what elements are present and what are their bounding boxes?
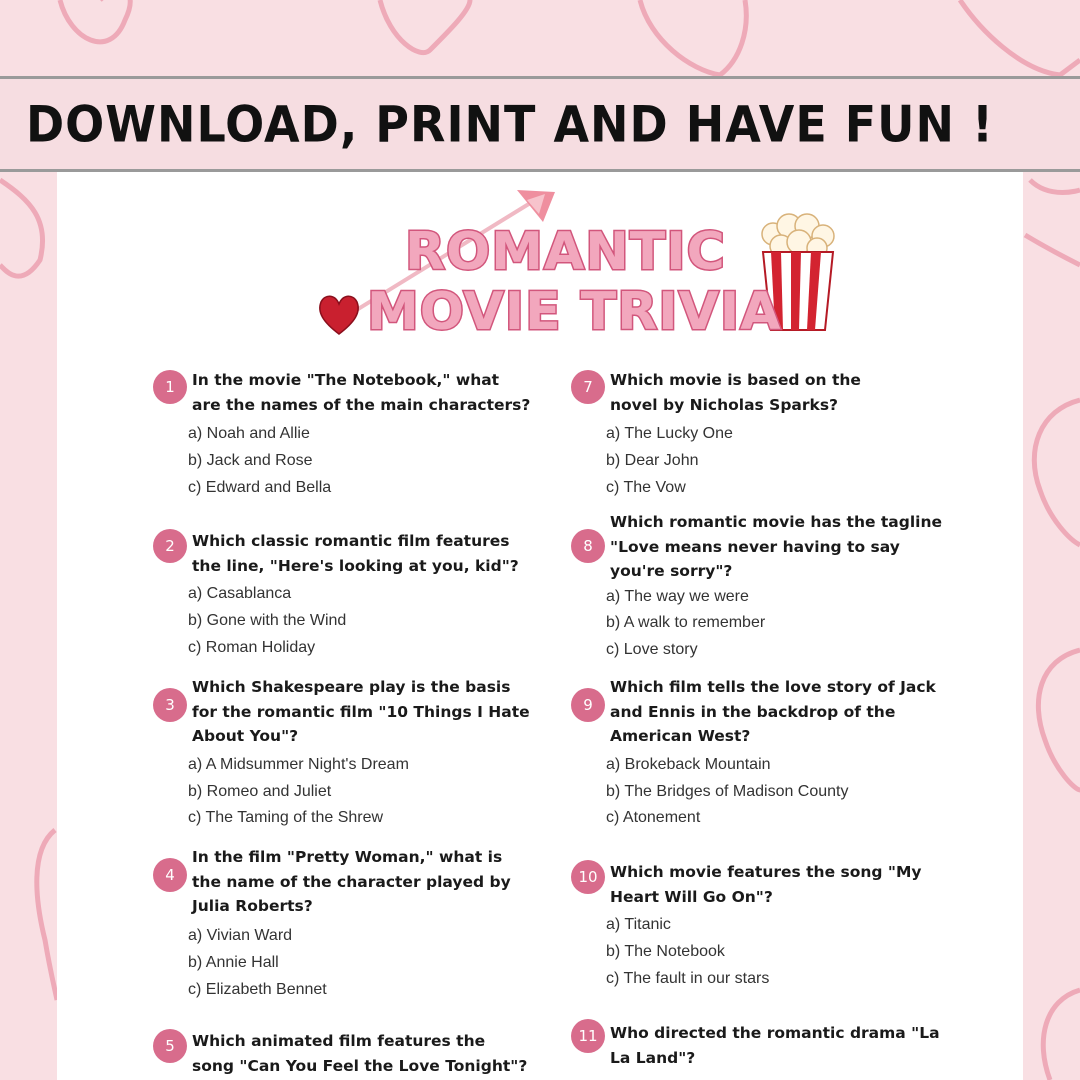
download-banner [0,76,1080,172]
question-number-badge: 3 [153,688,187,722]
option-a: a) Casablanca [188,585,292,602]
question-text: Who directed the romantic drama "La La Land"? [610,1024,940,1067]
option-c: c) Atonement [606,809,701,826]
option-b: b) Annie Hall [188,954,279,971]
question-number-badge: 8 [571,529,605,563]
option-c: c) Elizabeth Bennet [188,981,327,998]
question-number-badge: 1 [153,370,187,404]
option-b: b) The Bridges of Madison County [606,783,849,800]
question-text: In the film "Pretty Woman," what is the name of the character played by Julia Roberts? [192,848,511,915]
question-number-badge: 11 [571,1019,605,1053]
question-text: Which Shakespeare play is the basis for the romantic film "10 Things I Hate About You"? [192,678,530,745]
question-number-badge: 10 [571,860,605,894]
option-b: b) Gone with the Wind [188,612,347,629]
option-b: b) A walk to remember [606,614,766,631]
question-text: Which animated film features the song "Can You Feel the Love Tonight"? [192,1032,528,1075]
option-a: a) A Midsummer Night's Dream [188,756,409,773]
title-line-1: ROMANTIC [405,222,726,282]
title-line-2: MOVIE TRIVIA [367,282,782,342]
question-text: Which classic romantic film features the line, "Here's looking at you, kid"? [192,532,519,575]
question-text: In the movie "The Notebook," what are the names of the main characters? [192,371,531,414]
question-number-badge: 7 [571,370,605,404]
question-text: Which movie features the song "My Heart Will Go On"? [610,863,922,906]
option-b: b) Dear John [606,452,699,469]
option-c: c) The Vow [606,479,686,496]
option-c: c) Roman Holiday [188,639,316,656]
question-number-badge: 5 [153,1029,187,1063]
option-a: a) The way we were [606,588,749,605]
option-c: c) The Taming of the Shrew [188,809,384,826]
option-a: a) Noah and Allie [188,425,310,442]
question-text: Which film tells the love story of Jack and Ennis in the backdrop of the American West? [610,678,936,745]
option-b: b) Romeo and Juliet [188,783,332,800]
option-b: b) Jack and Rose [188,452,313,469]
title-block [307,182,827,347]
trivia-sheet [57,172,1023,1080]
option-c: c) The fault in our stars [606,970,770,987]
option-a: a) The Lucky One [606,425,733,442]
question-text: Which romantic movie has the tagline "Love means never having to say you're sorry"? [610,513,943,580]
option-c: c) Edward and Bella [188,479,332,496]
option-b: b) The Notebook [606,943,725,960]
banner-text: DOWNLOAD, PRINT AND HAVE FUN ! [25,94,995,154]
question-number-badge: 2 [153,529,187,563]
question-number-badge: 4 [153,858,187,892]
option-a: a) Titanic [606,916,671,933]
heart-icon [315,290,363,338]
question-text: Which movie is based on the novel by Nicholas Sparks? [610,371,861,414]
option-a: a) Vivian Ward [188,927,293,944]
option-c: c) Love story [606,641,698,658]
question-number-badge: 9 [571,688,605,722]
option-a: a) Brokeback Mountain [606,756,771,773]
